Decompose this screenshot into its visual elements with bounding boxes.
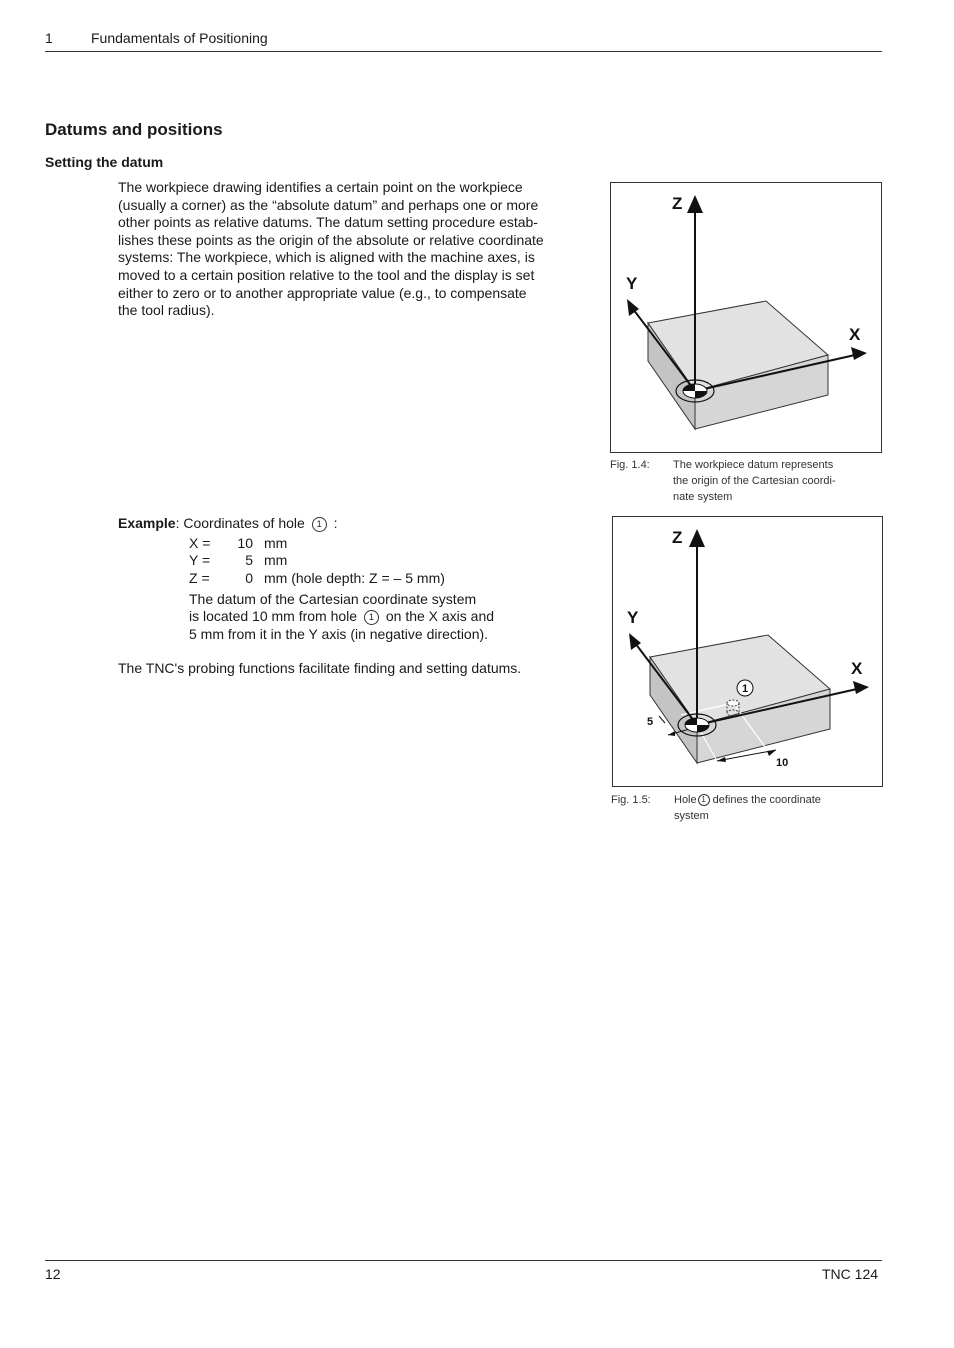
- figure-1-4-caption: [610, 458, 875, 506]
- x-arrowhead: [853, 681, 869, 694]
- example-label: Example: [118, 515, 176, 531]
- example-heading: [118, 515, 337, 532]
- intro-line: (usually a corner) as the “absolute datum” and perhaps one or more: [118, 196, 539, 213]
- figure-1-5-caption: [611, 793, 876, 827]
- intro-line: The workpiece drawing identifies a certain point on the workpiece: [118, 179, 523, 195]
- coord-value: 10: [237, 535, 253, 551]
- explanation-text: on the X axis and: [385, 608, 495, 625]
- intro-line: other points as relative datums. The datum setting procedure estab-: [118, 214, 538, 231]
- coordinate-row: [189, 570, 253, 587]
- coord-unit: mm: [264, 535, 288, 551]
- section-subtitle: Setting the datum: [45, 154, 164, 170]
- coord-value: 5: [245, 552, 253, 568]
- header-rule: [45, 51, 882, 52]
- dimension-x-label: 10: [776, 757, 789, 769]
- caption-line: [674, 793, 867, 809]
- coordinate-row: [189, 535, 253, 552]
- example-text: : Coordinates of hole: [175, 515, 305, 531]
- figure-hole-datum: [612, 516, 883, 787]
- dimension-arrow: [767, 750, 776, 756]
- chapter-title: Fundamentals of Positioning: [91, 30, 268, 46]
- page-number: 12: [45, 1266, 61, 1282]
- caption-number: Fig. 1.5:: [611, 794, 651, 806]
- explanation-line: The datum of the Cartesian coordinate system: [189, 591, 477, 607]
- z-arrowhead: [689, 529, 705, 547]
- caption-text: [674, 793, 867, 825]
- example-suffix: :: [333, 515, 338, 531]
- hole-top: [727, 700, 739, 706]
- intro-line: the tool radius).: [118, 302, 215, 319]
- intro-line: either to zero or to another appropriate value (e.g., to compensate: [118, 284, 527, 301]
- y-axis-label: Y: [626, 274, 638, 293]
- figure-workpiece-datum: [610, 182, 882, 453]
- probing-note: The TNC's probing functions facilitate finding and setting datums.: [118, 660, 522, 676]
- coord-unit-note: [264, 570, 445, 587]
- coordinate-row: [189, 552, 253, 569]
- coord-axis: X =: [189, 535, 211, 551]
- chapter-number: 1: [45, 30, 53, 46]
- caption-text: [673, 458, 866, 505]
- figure-1-5-drawing: [613, 517, 882, 786]
- section-title: Datums and positions: [45, 120, 223, 139]
- caption-line: The workpiece datum represents: [673, 459, 834, 471]
- caption-line: the origin of the Cartesian coordi-: [673, 474, 836, 487]
- coord-value: 0: [245, 570, 253, 586]
- explanation-line: [189, 608, 589, 625]
- intro-line: moved to a certain position relative to the tool and the display is set: [118, 266, 535, 283]
- z-axis-label: Z: [672, 528, 683, 547]
- caption-number: Fig. 1.4:: [610, 459, 650, 471]
- caption-word: defines the coordinate: [712, 794, 821, 806]
- product-name: TNC 124: [822, 1266, 879, 1282]
- hole-label: 1: [741, 683, 749, 695]
- intro-line: lishes these points as the origin of the absolute or relative coordinate: [118, 231, 544, 248]
- explanation-line: 5 mm from it in the Y axis (in negative direction).: [189, 625, 489, 642]
- dimension-leader: [659, 716, 665, 723]
- x-axis-label: X: [851, 659, 863, 678]
- coord-note: (hole depth: Z = – 5 mm): [291, 570, 445, 586]
- datum-explanation: [189, 591, 589, 643]
- x-arrowhead: [851, 347, 867, 360]
- coord-axis: Y =: [189, 552, 211, 568]
- hole-marker: 1: [698, 794, 710, 806]
- intro-paragraph: [118, 179, 598, 320]
- caption-word: Hole: [674, 794, 697, 806]
- caption-line: system: [674, 809, 709, 822]
- footer-rule: [45, 1260, 882, 1261]
- dimension-arrow: [668, 731, 675, 736]
- explanation-text: is located 10 mm from hole: [189, 608, 358, 625]
- coord-axis: Z =: [189, 570, 210, 586]
- hole-marker: 1: [312, 517, 327, 532]
- x-axis-label: X: [849, 325, 861, 344]
- dimension-y-label: 5: [647, 716, 654, 728]
- z-arrowhead: [687, 195, 703, 213]
- coord-unit: mm: [264, 552, 288, 568]
- y-axis-label: Y: [627, 608, 639, 627]
- hole-marker: 1: [364, 610, 379, 625]
- coord-unit: mm: [264, 570, 288, 586]
- caption-line: nate system: [673, 490, 733, 503]
- z-axis-label: Z: [672, 194, 683, 213]
- intro-line: systems: The workpiece, which is aligned with the machine axes, is: [118, 249, 535, 266]
- figure-1-4-drawing: [611, 183, 881, 452]
